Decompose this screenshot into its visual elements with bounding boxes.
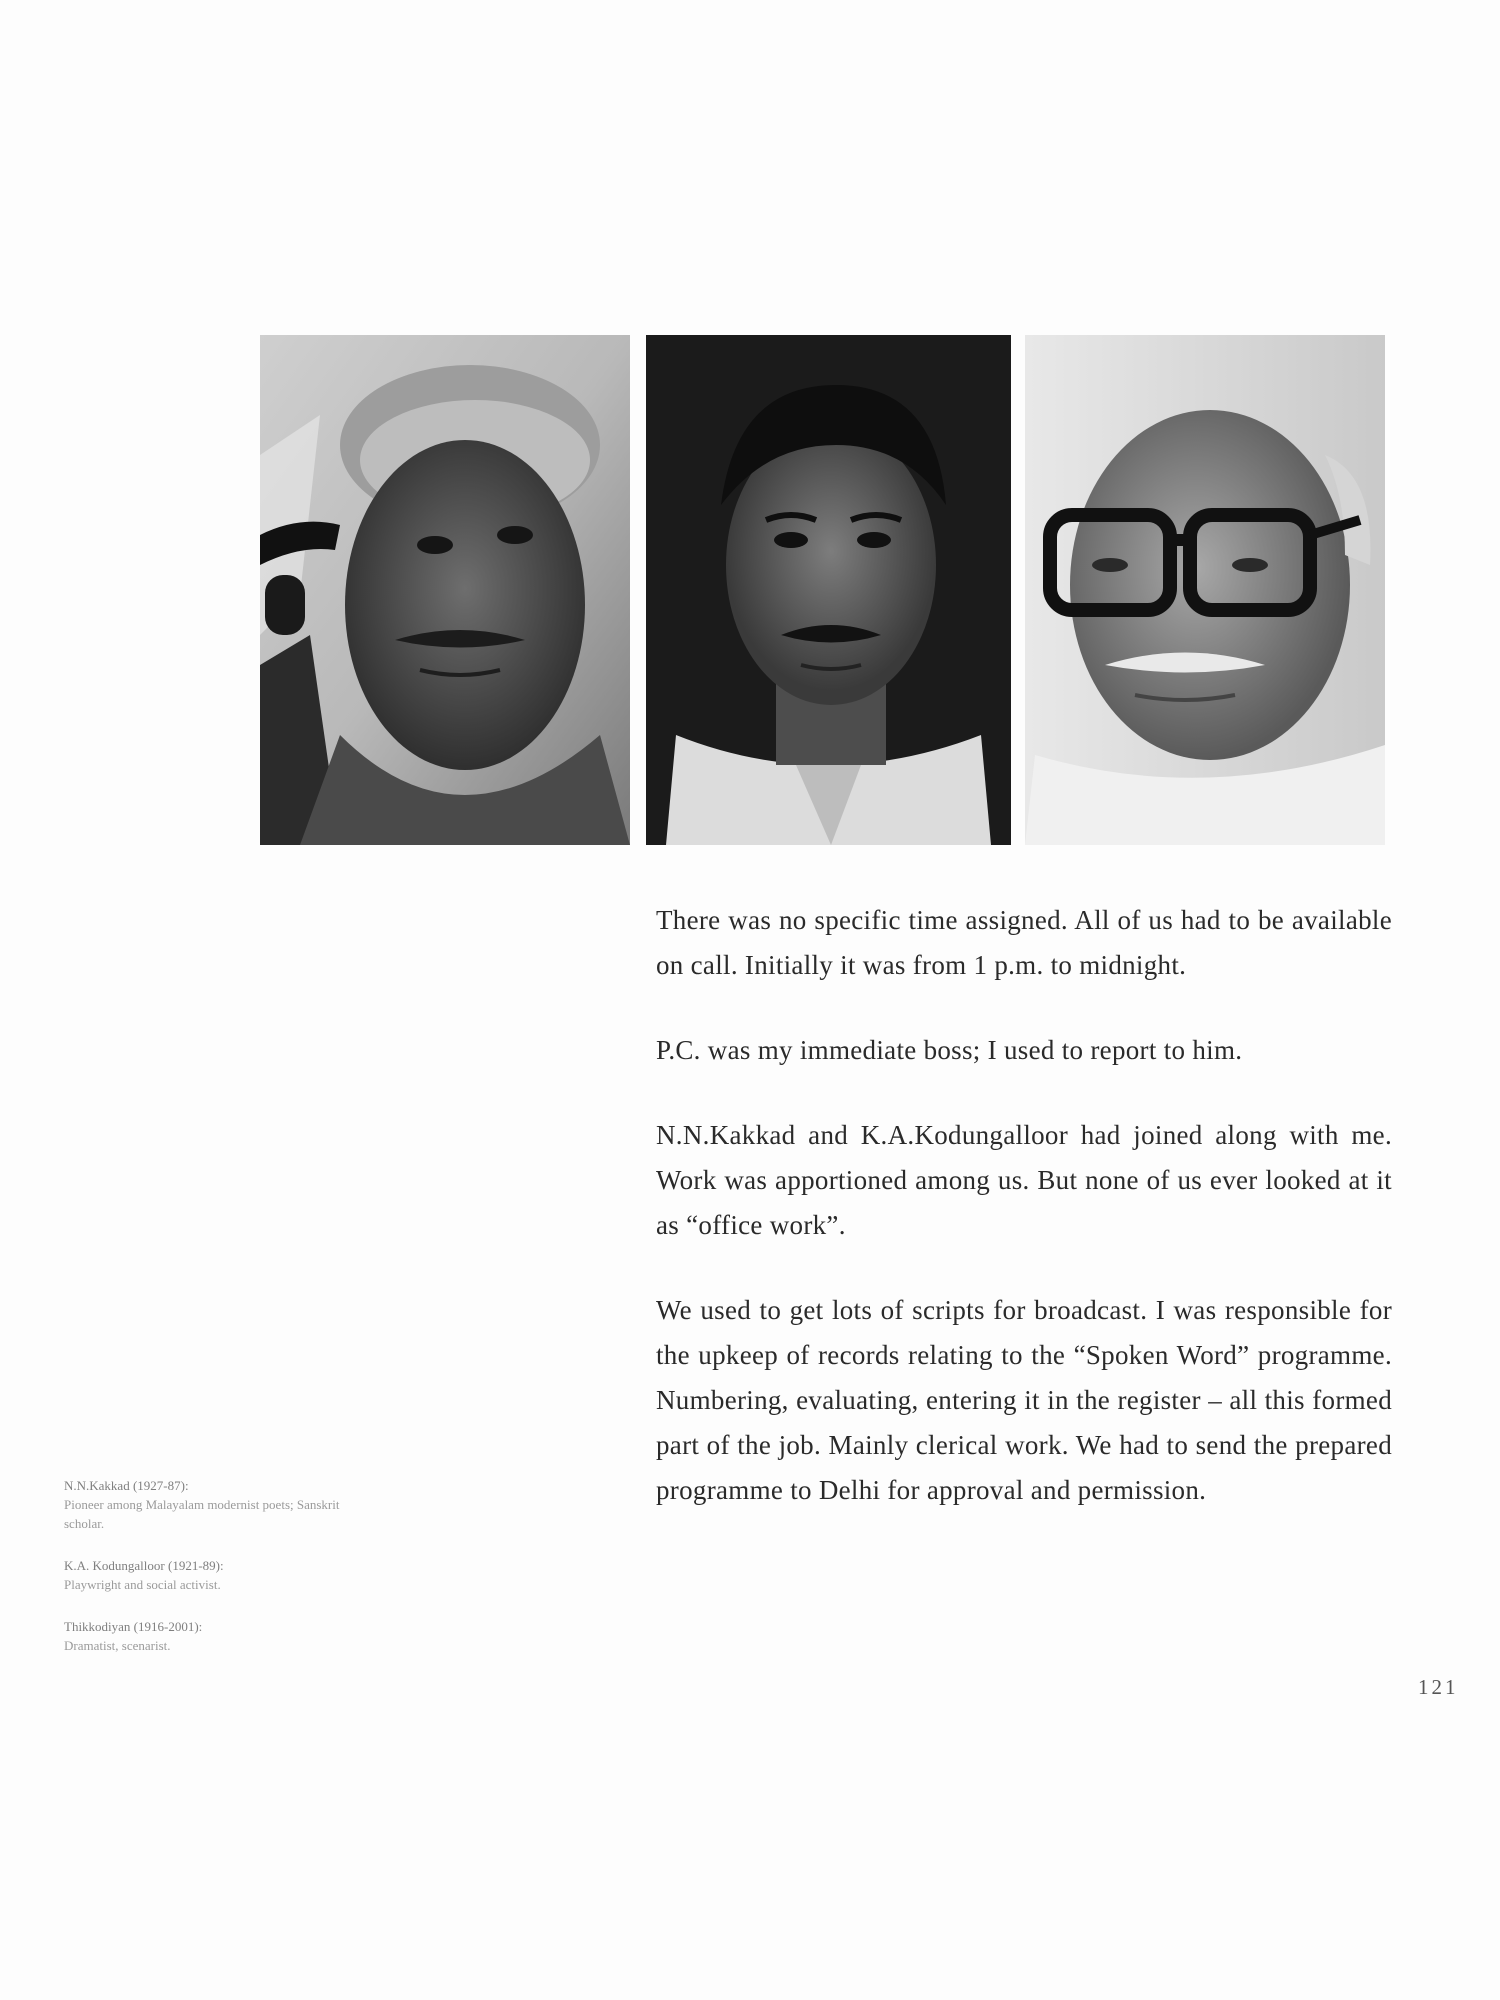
photo-captions: [64, 1476, 364, 1678]
body-text: [656, 898, 1392, 1553]
caption-name: Thikkodiyan (1916-2001):: [64, 1619, 203, 1634]
caption-name: K.A. Kodungalloor (1921-89):: [64, 1558, 224, 1573]
portrait-photo-2: [646, 335, 1011, 845]
portrait-photo-3: [1025, 335, 1385, 845]
paragraph: We used to get lots of scripts for broadcast. I was responsible for the upkeep of records relating to the “Spoken Word” programme. Numbering, evaluating, entering it in the register – all this formed part of the job. Mainly clerical work. We had to send the prepared programme to Delhi for approval and permission.: [656, 1295, 1392, 1505]
paragraph: N.N.Kakkad and K.A.Kodungalloor had joined along with me. Work was apportioned among us. But none of us ever looked at it as “office work”.: [656, 1120, 1392, 1240]
paragraph: P.C. was my immediate boss; I used to report to him.: [656, 1035, 1243, 1065]
caption-description: Dramatist, scenarist.: [64, 1638, 171, 1653]
caption-item: [64, 1476, 364, 1533]
caption-description: Pioneer among Malayalam modernist poets; Sanskrit scholar.: [64, 1497, 340, 1531]
caption-item: [64, 1617, 364, 1655]
paragraph: There was no specific time assigned. All of us had to be available on call. Initially it was from 1 p.m. to midnight.: [656, 905, 1392, 980]
caption-name: N.N.Kakkad (1927-87):: [64, 1478, 189, 1493]
caption-description: Playwright and social activist.: [64, 1577, 221, 1592]
page-number: 121: [1418, 1675, 1459, 1699]
portrait-photo-1: [260, 335, 630, 845]
caption-item: [64, 1556, 364, 1594]
